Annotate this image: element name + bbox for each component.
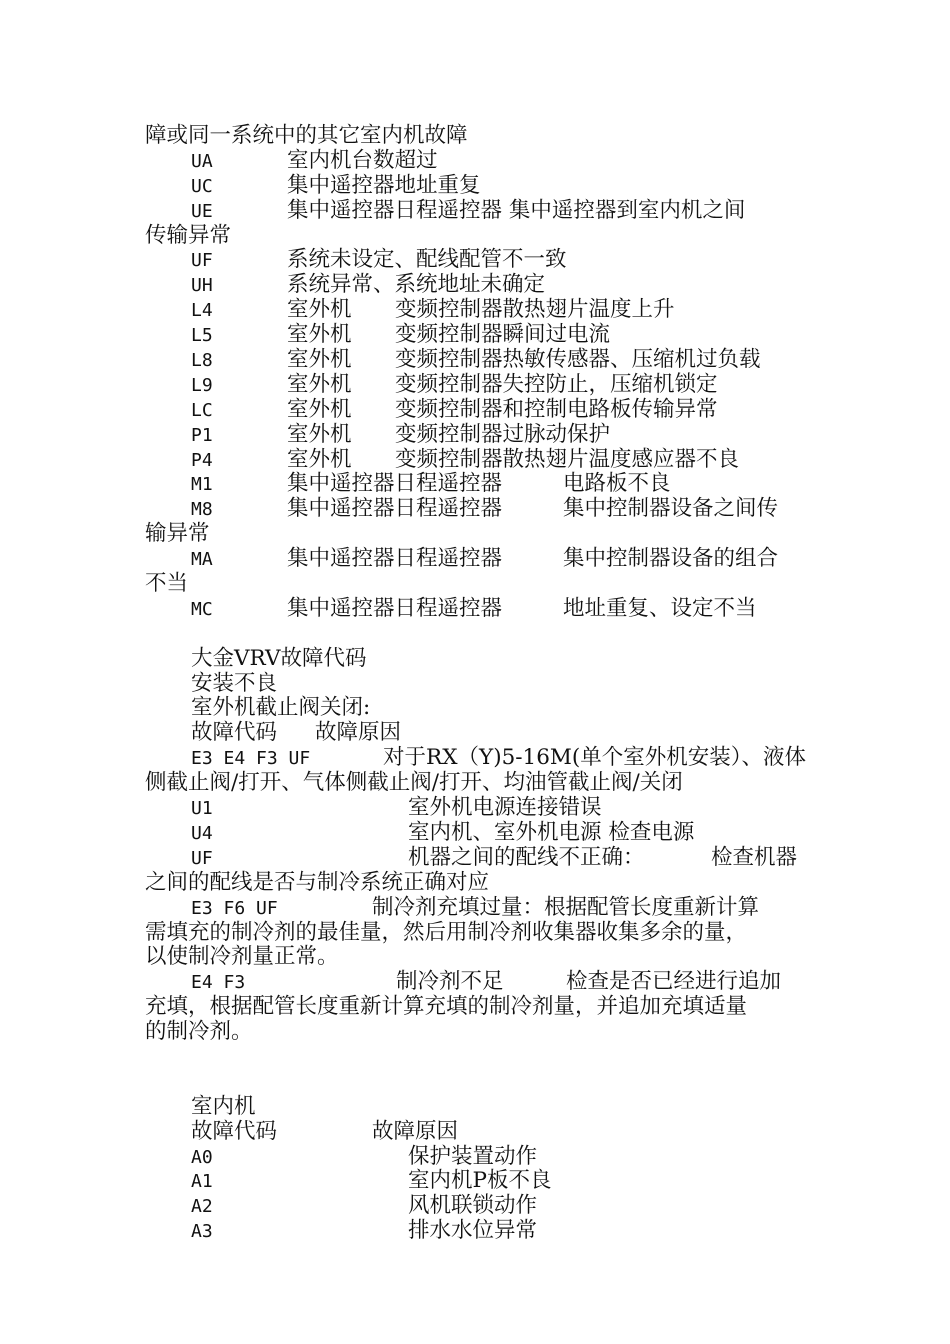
unit: 室外机 — [287, 297, 352, 323]
code: E3 E4 F3 UF — [191, 748, 311, 770]
description: 集中遥控器日程遥控器 集中遥控器到室内机之间 — [287, 197, 746, 223]
indoor-row-a3 — [145, 1219, 810, 1244]
code: LC — [191, 399, 213, 421]
fault-row-f6 — [145, 896, 810, 921]
code: UF — [191, 250, 213, 272]
code-row-l4 — [145, 298, 810, 323]
description: 排水水位异常 — [408, 1218, 538, 1244]
unit: 室外机 — [287, 347, 352, 373]
code: A0 — [191, 1146, 213, 1168]
description: 室内机、室外机电源 检查电源 — [408, 819, 695, 845]
col-cause-header: 故障原因 — [372, 1118, 459, 1144]
unit: 集中遥控器日程遥控器 — [287, 595, 503, 621]
code: U4 — [191, 822, 213, 844]
code-row-l5 — [145, 323, 810, 348]
code: UA — [191, 150, 213, 172]
unit: 集中遥控器日程遥控器 — [287, 471, 503, 497]
unit: 集中遥控器日程遥控器 — [287, 546, 503, 572]
fault-row-e4 — [145, 970, 810, 995]
unit: 室外机 — [287, 322, 352, 348]
fault-row-u4 — [145, 821, 810, 846]
description: 系统未设定、配线配管不一致 — [287, 247, 567, 273]
description-action: 检查机器 — [711, 844, 798, 870]
wrap-line: 侧截止阀/打开、气体侧截止阀/打开、均油管截止阀/关闭 — [145, 770, 683, 796]
description: 变频控制器热敏传感器、压缩机过负载 — [395, 347, 761, 373]
description: 变频控制器失控防止，压缩机锁定 — [395, 371, 718, 397]
code: M8 — [191, 499, 213, 521]
continuation-line: 障或同一系统中的其它室内机故障 — [145, 123, 468, 148]
wrap-line: 之间的配线是否与制冷系统正确对应 — [145, 869, 490, 895]
column-headers — [145, 1120, 810, 1145]
code: MC — [191, 598, 213, 620]
column-headers — [145, 721, 810, 746]
code: UC — [191, 175, 213, 197]
description: 制冷剂充填过量：根据配管长度重新计算 — [372, 894, 760, 920]
description: 系统异常、系统地址未确定 — [287, 272, 546, 298]
code: M1 — [191, 474, 213, 496]
spacer — [145, 622, 810, 647]
wrap-line: 的制冷剂。 — [145, 1019, 253, 1045]
code-row-m1 — [145, 472, 810, 497]
wrap-line: 输异常 — [145, 521, 210, 547]
fault-row-u1 — [145, 796, 810, 821]
code-row-uf — [145, 248, 810, 273]
description: 变频控制器散热翅片温度感应器不良 — [395, 446, 740, 472]
section-heading: 室外机截止阀关闭: — [191, 695, 371, 721]
description: 室外机电源连接错误 — [408, 795, 602, 821]
code-row-p1 — [145, 423, 810, 448]
col-cause-header: 故障原因 — [315, 720, 402, 746]
unit: 室外机 — [287, 421, 352, 447]
description: 变频控制器和控制电路板传输异常 — [395, 396, 718, 422]
col-code-header: 故障代码 — [191, 720, 278, 746]
indoor-row-a2 — [145, 1194, 810, 1219]
code: MA — [191, 549, 213, 571]
code-row-p4 — [145, 448, 810, 473]
code: U1 — [191, 798, 213, 820]
code-row-m8 — [145, 497, 810, 522]
code: A1 — [191, 1171, 213, 1193]
unit: 集中遥控器日程遥控器 — [287, 496, 503, 522]
description: 地址重复、设定不当 — [563, 595, 757, 621]
description: 电路板不良 — [563, 471, 671, 497]
unit: 室外机 — [287, 371, 352, 397]
description: 制冷剂不足 — [396, 969, 504, 995]
code-row-uc — [145, 174, 810, 199]
code-row-uh — [145, 273, 810, 298]
code: E4 F3 — [191, 972, 246, 994]
code: UF — [191, 847, 213, 869]
description: 风机联锁动作 — [408, 1193, 538, 1219]
wrap-line: 传输异常 — [145, 222, 232, 248]
wrap-line: 以使制冷剂量正常。 — [145, 944, 339, 970]
wrap-line: 需填充的制冷剂的最佳量，然后用制冷剂收集器收集多余的量， — [145, 919, 748, 945]
fault-row-e3 — [145, 746, 810, 771]
spacer — [145, 1045, 810, 1070]
description-action: 检查是否已经进行追加 — [566, 969, 782, 995]
wrap-line: 不当 — [145, 571, 189, 597]
code-row-ma — [145, 547, 810, 572]
code: E3 F6 UF — [191, 897, 278, 919]
code-row-lc — [145, 398, 810, 423]
wrap-line: 充填，根据配管长度重新计算充填的制冷剂量，并追加充填适量 — [145, 994, 748, 1020]
code: L4 — [191, 300, 213, 322]
col-code-header: 故障代码 — [191, 1118, 278, 1144]
code: A2 — [191, 1196, 213, 1218]
unit: 室外机 — [287, 446, 352, 472]
code: L5 — [191, 325, 213, 347]
indoor-row-a0 — [145, 1145, 810, 1170]
description: 室内机台数超过 — [287, 147, 438, 173]
section-subtitle: 安装不良 — [191, 670, 278, 696]
indoor-row-a1 — [145, 1169, 810, 1194]
section-title: 室内机 — [191, 1093, 256, 1119]
code-row-ue — [145, 199, 810, 224]
code: A3 — [191, 1221, 213, 1243]
code-row-l9 — [145, 373, 810, 398]
document-page — [145, 124, 810, 1244]
code: L9 — [191, 374, 213, 396]
code: P4 — [191, 449, 213, 471]
description: 集中控制器设备的组合 — [563, 546, 779, 572]
description: 变频控制器散热翅片温度上升 — [395, 297, 675, 323]
description: 变频控制器瞬间过电流 — [395, 322, 611, 348]
description: 集中遥控器地址重复 — [287, 172, 481, 198]
code-row-mc — [145, 597, 810, 622]
description: 变频控制器过脉动保护 — [395, 421, 611, 447]
code-row-ua — [145, 149, 810, 174]
description: 机器之间的配线不正确： — [408, 844, 645, 870]
code: UH — [191, 275, 213, 297]
code: P1 — [191, 424, 213, 446]
fault-row-uf — [145, 846, 810, 871]
spacer — [145, 1070, 810, 1095]
code-row-l8 — [145, 348, 810, 373]
section-title: 大金VRV故障代码 — [191, 645, 367, 671]
description: 对于RX（Y)5-16M(单个室外机安装）、液体 — [383, 745, 807, 771]
unit: 室外机 — [287, 396, 352, 422]
code: L8 — [191, 350, 213, 372]
description: 室内机P板不良 — [408, 1168, 552, 1194]
description: 保护装置动作 — [408, 1143, 538, 1169]
code: UE — [191, 200, 213, 222]
description: 集中控制器设备之间传 — [563, 496, 779, 522]
